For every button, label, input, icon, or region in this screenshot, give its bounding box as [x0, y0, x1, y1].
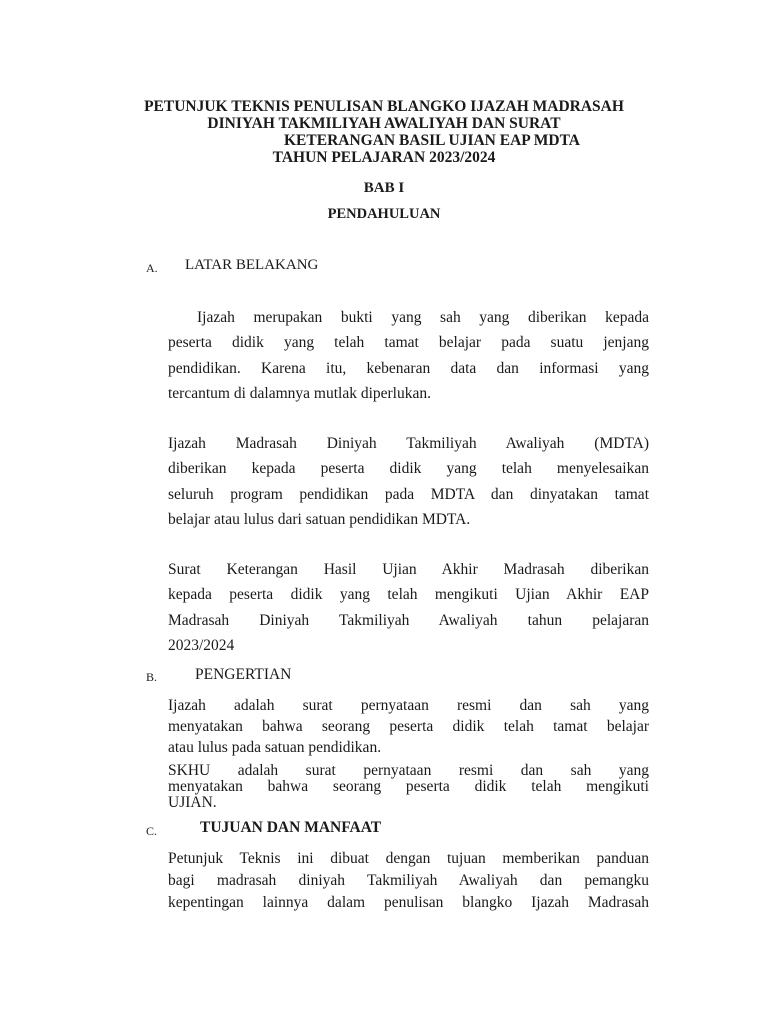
text-line: seluruh program pendidikan pada MDTA dan dinyatakan tamat: [168, 485, 649, 503]
text-line: belajar atau lulus dari satuan pendidikan MDTA.: [168, 510, 471, 528]
text-line: pendidikan. Karena itu, kebenaran data dan informasi yang: [168, 359, 649, 377]
title-line: TAHUN PELAJARAN 2023/2024: [272, 149, 496, 166]
title-line: DINIYAH TAKMILIYAH AWALIYAH DAN SURAT: [207, 115, 561, 132]
text-line: UJIAN.: [168, 794, 217, 811]
title-line: PETUNJUK TEKNIS PENULISAN BLANGKO IJAZAH MADRASAH: [144, 98, 624, 115]
paragraph-ijazah-mdta: [168, 431, 649, 532]
text-line: SKHU adalah surat pernyataan resmi dan sah yang: [168, 762, 649, 779]
section-heading-pengertian: PENGERTIAN: [195, 666, 292, 683]
text-line: 2023/2024: [168, 636, 235, 654]
section-heading-tujuan-manfaat: TUJUAN DAN MANFAAT: [200, 819, 382, 836]
text-line: atau lulus pada satuan pendidikan.: [168, 739, 382, 756]
chapter-title: PENDAHULUAN: [327, 206, 441, 222]
text-line: Ijazah Madrasah Diniyah Takmiliyah Awaliyah (MDTA): [168, 435, 649, 452]
text-line: tercantum di dalamnya mutlak diperlukan.: [168, 384, 431, 402]
text-line: Madrasah Diniyah Takmiliyah Awaliyah tahun pelajaran: [168, 611, 649, 629]
title-line: KETERANGAN BASIL UJIAN EAP MDTA: [284, 132, 580, 149]
section-letter-b: B.: [146, 670, 158, 684]
text-line: Petunjuk Teknis ini dibuat dengan tujuan memberikan panduan: [168, 850, 649, 867]
text-line: kepada peserta didik yang telah mengikuti Ujian Akhir EAP: [168, 586, 649, 604]
text-line: peserta didik yang telah tamat belajar pada suatu jenjang: [168, 334, 649, 352]
chapter-number: BAB I: [363, 180, 405, 196]
text-line: Ijazah adalah surat pernyataan resmi dan sah yang: [168, 697, 649, 714]
text-line: bagi madrasah diniyah Takmiliyah Awaliyah dan pemangku: [168, 872, 649, 889]
paragraph-tujuan: [168, 848, 649, 914]
text-line: Ijazah merupakan bukti yang sah yang diberikan kepada: [197, 309, 649, 326]
document-title: [100, 98, 668, 166]
paragraph-skhu-pengertian: [168, 763, 649, 811]
text-line: diberikan kepada peserta didik yang telah menyelesaikan: [168, 460, 649, 478]
section-letter-c: C.: [146, 824, 158, 838]
paragraph-ijazah-definition: [168, 305, 649, 406]
text-line: menyatakan bahwa seorang peserta didik telah tamat belajar: [168, 718, 649, 735]
section-letter-a: A.: [146, 261, 158, 275]
paragraph-surat-keterangan: [168, 557, 649, 658]
section-heading-latar-belakang: LATAR BELAKANG: [185, 257, 319, 273]
text-line: Surat Keterangan Hasil Ujian Akhir Madrasah diberikan: [168, 561, 649, 578]
text-line: menyatakan bahwa seorang peserta didik telah mengikuti: [168, 778, 649, 795]
text-line: kepentingan lainnya dalam penulisan blangko Ijazah Madrasah: [168, 894, 649, 911]
paragraph-ijazah-pengertian: [168, 695, 649, 758]
